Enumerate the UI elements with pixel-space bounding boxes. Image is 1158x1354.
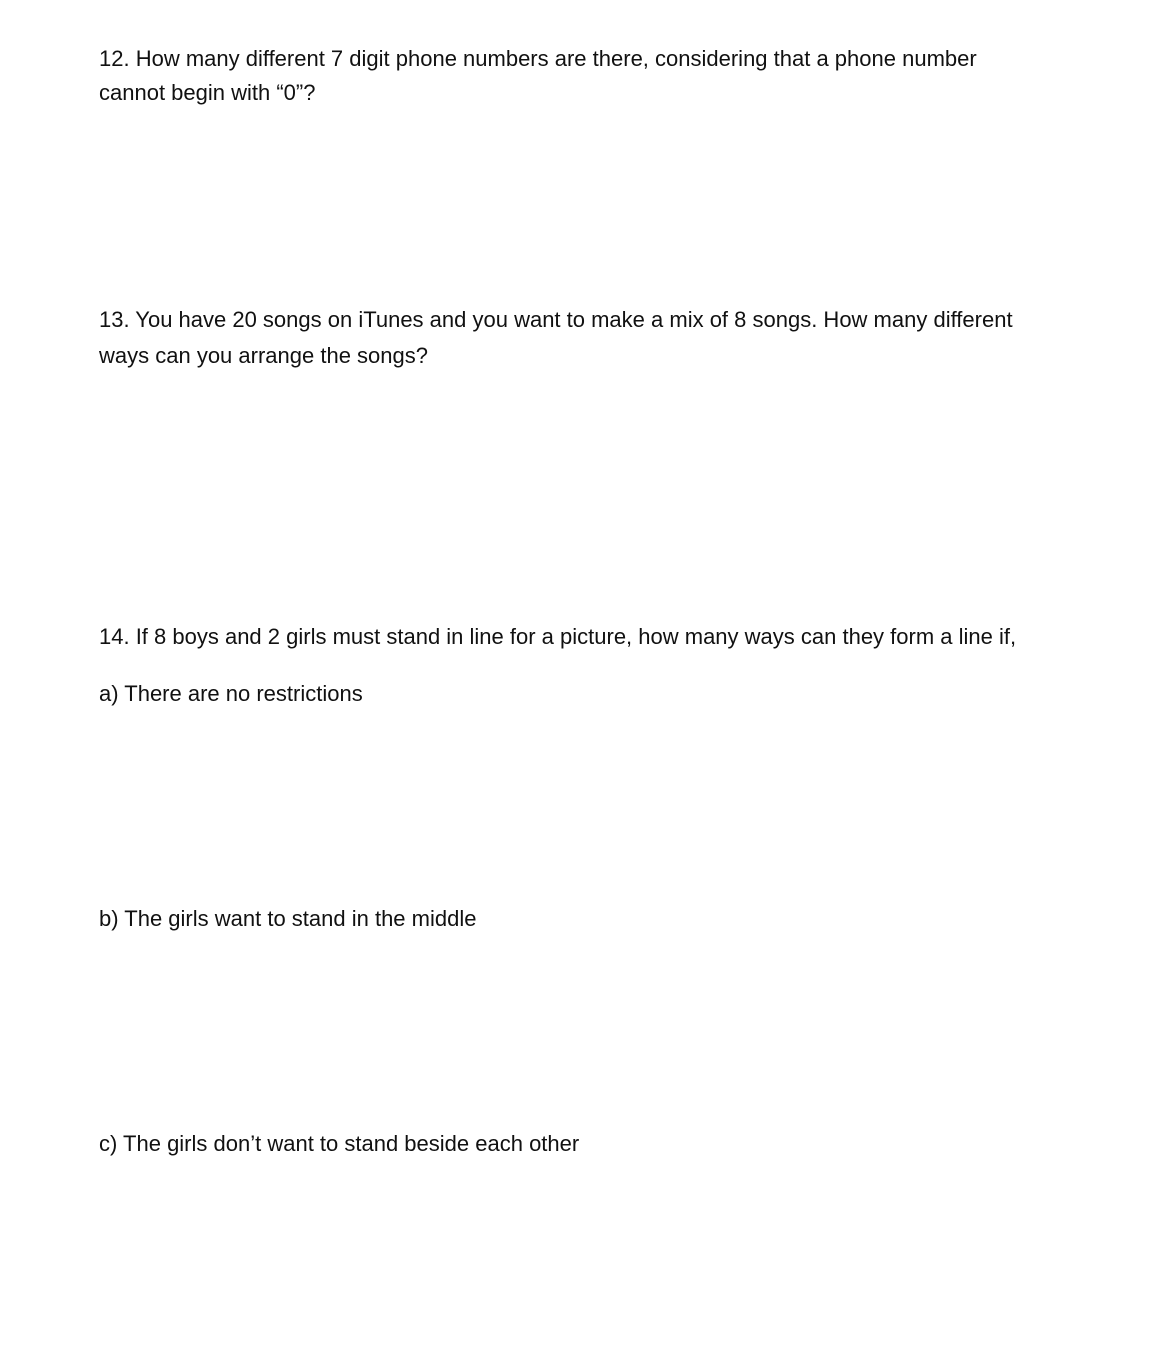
question-12-line-1: 12. How many different 7 digit phone numbers are there, considering that a phone number — [99, 46, 977, 71]
question-14-part-b-text: b) The girls want to stand in the middle — [99, 906, 477, 931]
question-14-part-b — [99, 902, 1089, 936]
question-14-stem — [99, 620, 1089, 654]
question-12-line-2: cannot begin with “0”? — [99, 80, 316, 105]
question-14-part-c — [99, 1127, 1089, 1161]
question-13 — [99, 302, 1089, 374]
question-13-line-1: 13. You have 20 songs on iTunes and you want to make a mix of 8 songs. How many different — [99, 307, 1013, 332]
question-14-stem-text: 14. If 8 boys and 2 girls must stand in line for a picture, how many ways can they form a line if, — [99, 624, 1017, 649]
question-14-part-a-text: a) There are no restrictions — [99, 681, 363, 706]
question-14-part-a — [99, 677, 1089, 711]
question-12 — [99, 42, 1089, 110]
question-14-part-c-text: c) The girls don’t want to stand beside each other — [99, 1131, 580, 1156]
question-13-line-2: ways can you arrange the songs? — [99, 343, 428, 368]
